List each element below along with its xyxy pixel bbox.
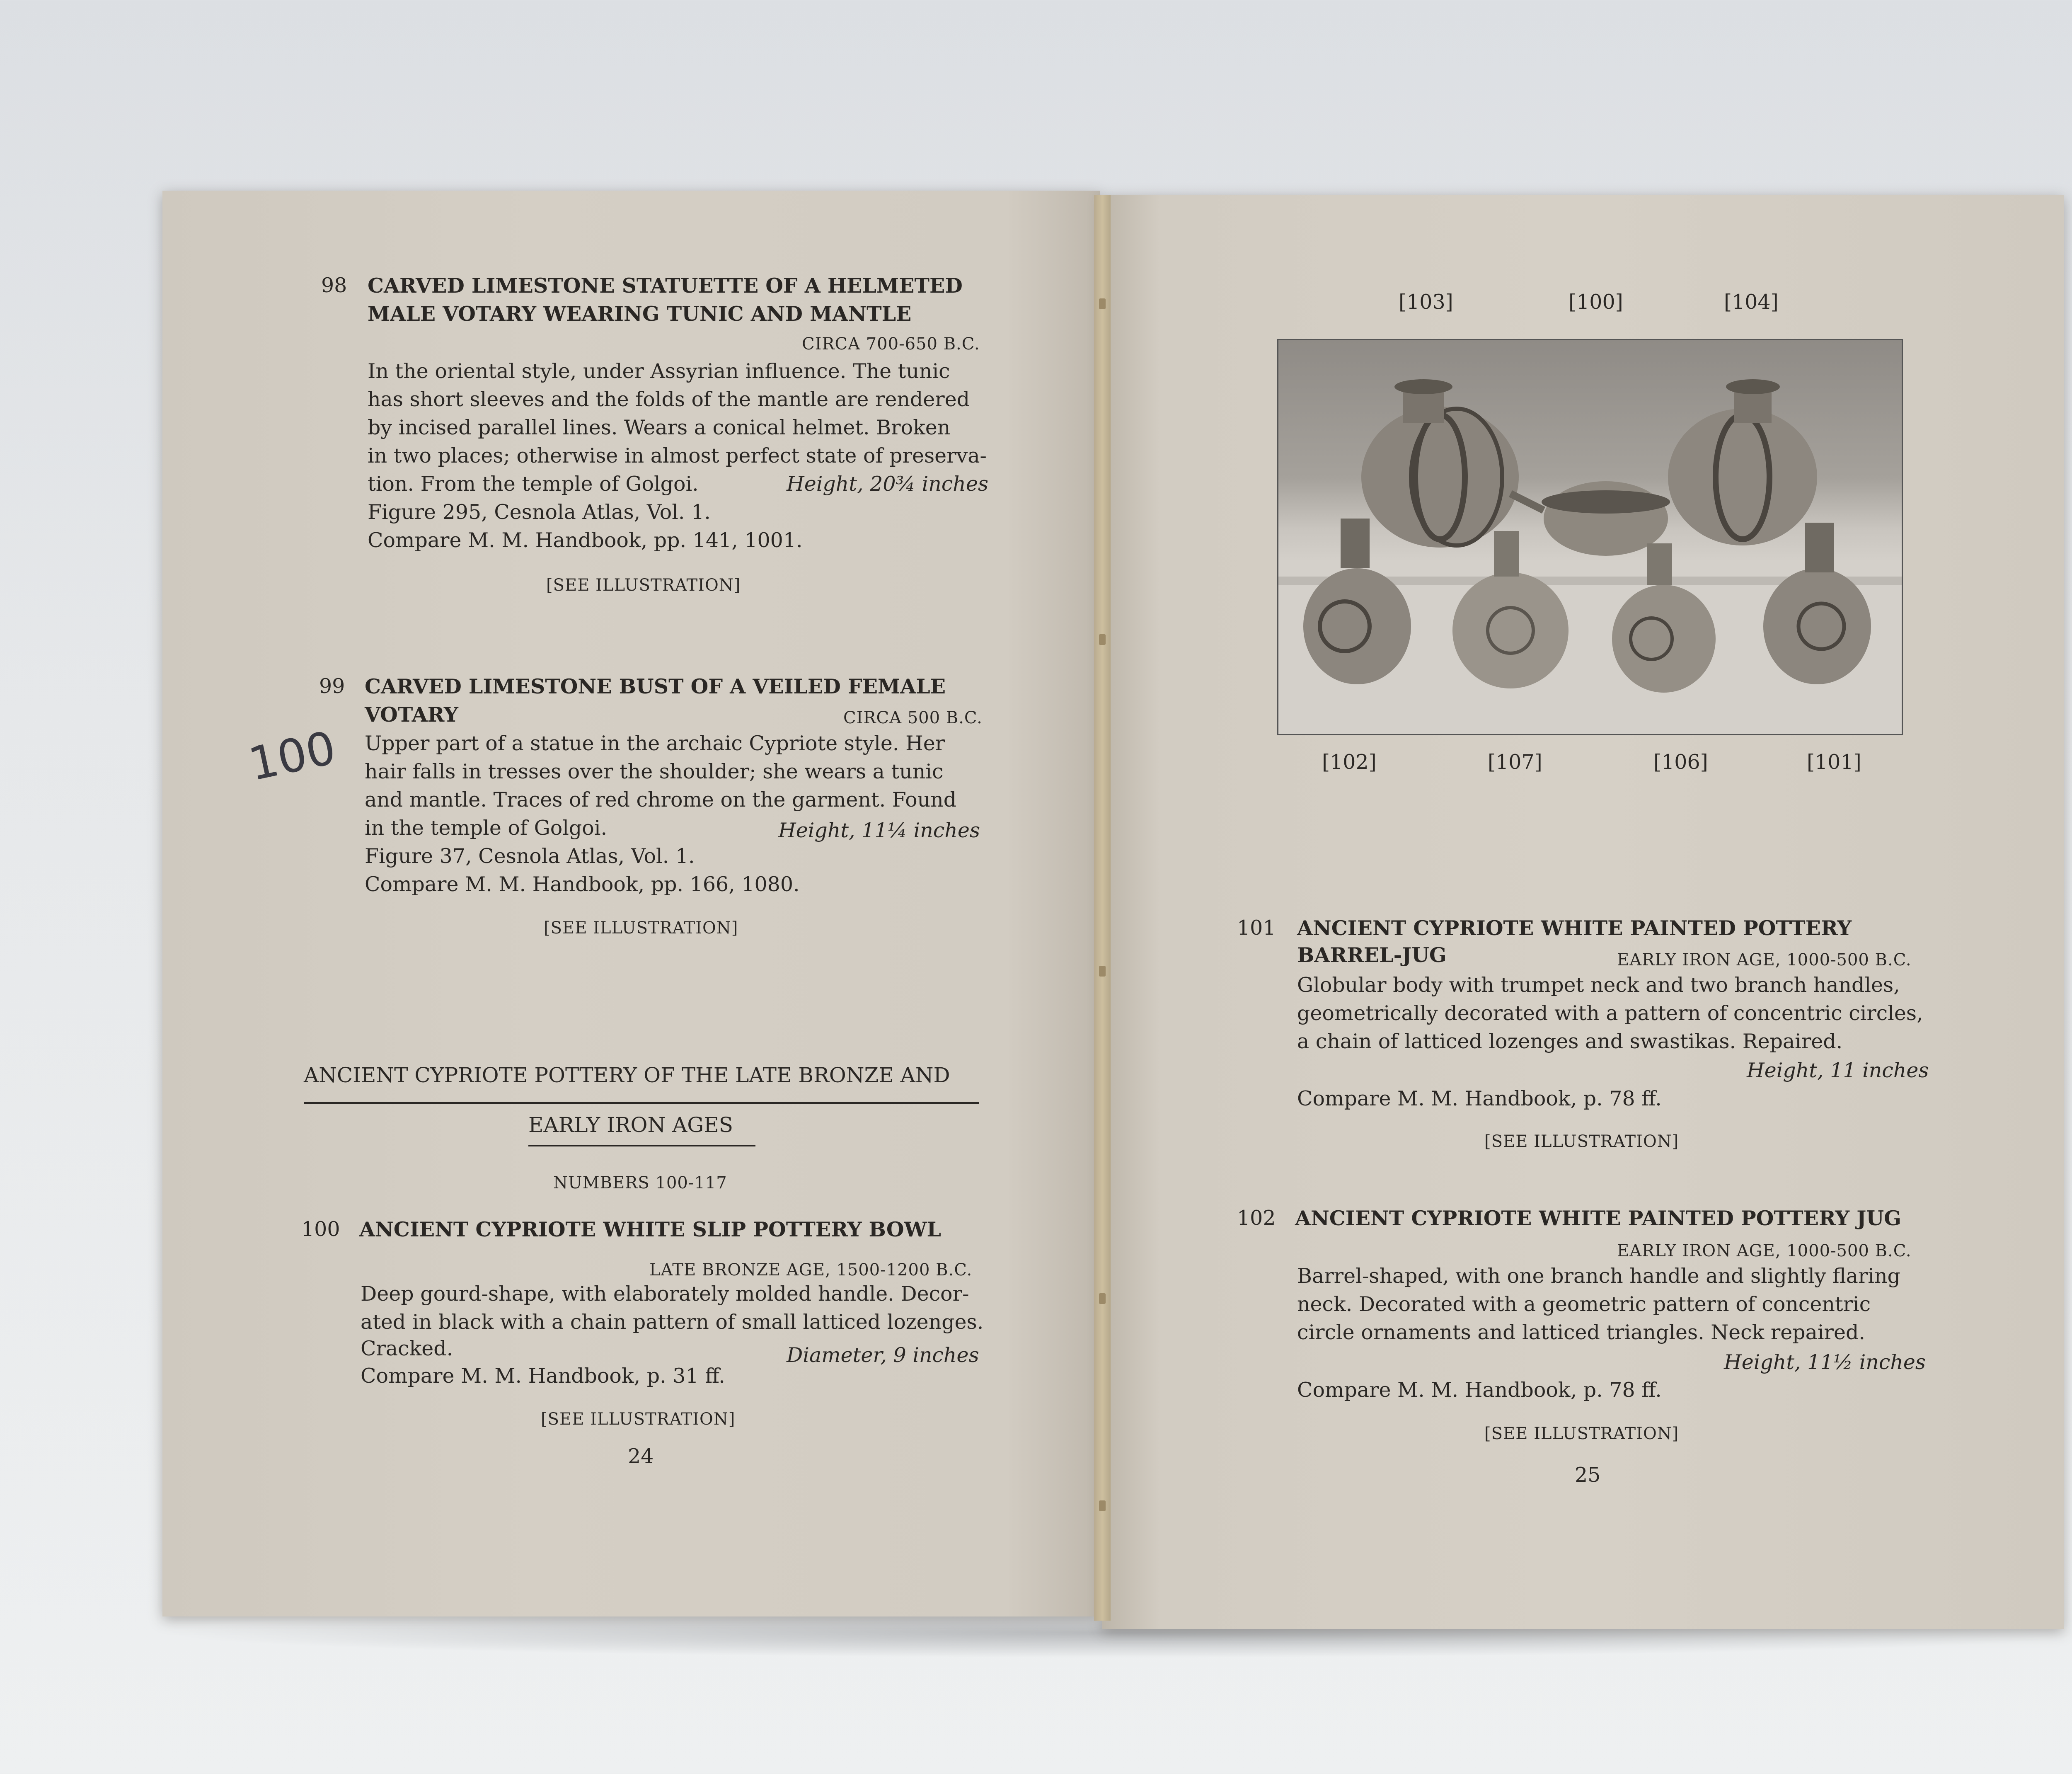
photo-label: [103] <box>1399 290 1453 314</box>
entry-reference: Compare M. M. Handbook, p. 78 ff. <box>1297 1087 1662 1110</box>
photo-label: [102] <box>1322 750 1377 774</box>
entry-description-line: Barrel-shaped, with one branch handle and slightly flaring <box>1297 1264 1900 1288</box>
entry-description-line: by incised parallel lines. Wears a conical helmet. Broken <box>368 416 951 439</box>
section-title: ANCIENT CYPRIOTE POTTERY OF THE LATE BRONZE AND <box>304 1063 950 1087</box>
binding-stitch <box>1099 298 1106 309</box>
entry-number: 100 <box>301 1217 340 1241</box>
photo-label: [100] <box>1569 290 1623 314</box>
entry-title: ANCIENT CYPRIOTE WHITE SLIP POTTERY BOWL <box>359 1217 941 1241</box>
entry-description-line: tion. From the temple of Golgoi. <box>368 472 699 496</box>
binding-stitch <box>1099 966 1106 977</box>
entry-number: 98 <box>321 274 347 297</box>
binding-stitch <box>1099 634 1106 645</box>
entry-number: 102 <box>1237 1206 1276 1230</box>
binding-stitch <box>1099 1293 1106 1304</box>
page-number: 24 <box>628 1444 654 1468</box>
see-illustration-note: [SEE ILLUSTRATION] <box>1484 1424 1679 1443</box>
entry-number: 99 <box>319 674 345 698</box>
section-subtitle: EARLY IRON AGES <box>528 1113 733 1137</box>
entry-description-line: Globular body with trumpet neck and two branch handles, <box>1297 973 1900 997</box>
entry-reference: Compare M. M. Handbook, pp. 141, 1001. <box>368 528 803 552</box>
photo-label: [104] <box>1724 290 1779 314</box>
entry-number: 101 <box>1237 916 1276 940</box>
photo-label: [101] <box>1807 750 1861 774</box>
entry-description-line: geometrically decorated with a pattern of concentric circles, <box>1297 1001 1923 1025</box>
entry-dimension: Height, 11 inches <box>1747 1059 1929 1082</box>
entry-reference: Compare M. M. Handbook, p. 31 ff. <box>361 1364 725 1388</box>
entry-description-line: ated in black with a chain pattern of small latticed lozenges. <box>361 1310 984 1334</box>
entry-title: CARVED LIMESTONE STATUETTE OF A HELMETED <box>368 274 963 298</box>
entry-description-line: has short sleeves and the folds of the mantle are rendered <box>368 388 970 411</box>
entry-title: MALE VOTARY WEARING TUNIC AND MANTLE <box>368 302 912 326</box>
entry-date: LATE BRONZE AGE, 1500-1200 B.C. <box>649 1260 973 1280</box>
entry-description-line: In the oriental style, under Assyrian influence. The tunic <box>368 359 950 383</box>
entry-title: ANCIENT CYPRIOTE WHITE PAINTED POTTERY JUG <box>1295 1206 1901 1230</box>
entry-title: CARVED LIMESTONE BUST OF A VEILED FEMALE <box>365 674 946 698</box>
entry-date: CIRCA 700-650 B.C. <box>802 334 980 354</box>
entry-title: ANCIENT CYPRIOTE WHITE PAINTED POTTERY <box>1297 916 1852 940</box>
entry-description-line: circle ornaments and latticed triangles. Neck repaired. <box>1297 1321 1865 1344</box>
page-number: 25 <box>1575 1463 1601 1487</box>
entry-description-line: Deep gourd-shape, with elaborately molded handle. Decor- <box>361 1282 969 1306</box>
photo-label: [107] <box>1488 750 1542 774</box>
section-numbers: NUMBERS 100-117 <box>553 1173 727 1192</box>
entry-date: EARLY IRON AGE, 1000-500 B.C. <box>1617 950 1912 969</box>
handwritten-note: 100 <box>244 721 340 791</box>
entry-description-line: Cracked. <box>361 1337 453 1360</box>
entry-description-line: in two places; otherwise in almost perfect state of preserva- <box>368 444 987 468</box>
entry-date: CIRCA 500 B.C. <box>843 708 983 727</box>
entry-title: BARREL-JUG <box>1297 943 1447 967</box>
entry-reference: Compare M. M. Handbook, p. 78 ff. <box>1297 1378 1662 1402</box>
entry-description-line: hair falls in tresses over the shoulder; she wears a tunic <box>365 760 944 783</box>
binding-stitch <box>1099 1500 1106 1511</box>
entry-reference: Figure 37, Cesnola Atlas, Vol. 1. <box>365 844 695 868</box>
book-spine <box>1094 195 1111 1621</box>
entry-dimension: Height, 11¼ inches <box>778 819 980 842</box>
entry-description-line: neck. Decorated with a geometric pattern of concentric <box>1297 1292 1871 1316</box>
entry-description-line: Upper part of a statue in the archaic Cypriote style. Her <box>365 732 945 755</box>
pottery-photograph <box>1277 339 1903 735</box>
entry-description-line: a chain of latticed lozenges and swastikas. Repaired. <box>1297 1030 1843 1053</box>
entry-date: EARLY IRON AGE, 1000-500 B.C. <box>1617 1241 1912 1260</box>
see-illustration-note: [SEE ILLUSTRATION] <box>1484 1132 1679 1151</box>
see-illustration-note: [SEE ILLUSTRATION] <box>541 1410 736 1429</box>
photo-label: [106] <box>1653 750 1708 774</box>
see-illustration-note: [SEE ILLUSTRATION] <box>544 919 738 938</box>
entry-dimension: Height, 20¾ inches <box>787 472 988 496</box>
section-rule <box>528 1145 755 1146</box>
entry-title: VOTARY <box>365 703 458 727</box>
entry-description-line: and mantle. Traces of red chrome on the garment. Found <box>365 788 957 812</box>
entry-dimension: Height, 11½ inches <box>1724 1350 1926 1374</box>
entry-reference: Compare M. M. Handbook, pp. 166, 1080. <box>365 872 800 896</box>
section-rule <box>304 1102 979 1104</box>
pottery-photograph-image <box>1278 340 1902 734</box>
see-illustration-note: [SEE ILLUSTRATION] <box>546 576 741 595</box>
entry-dimension: Diameter, 9 inches <box>787 1343 979 1367</box>
entry-description-line: in the temple of Golgoi. <box>365 816 608 840</box>
entry-reference: Figure 295, Cesnola Atlas, Vol. 1. <box>368 500 711 524</box>
